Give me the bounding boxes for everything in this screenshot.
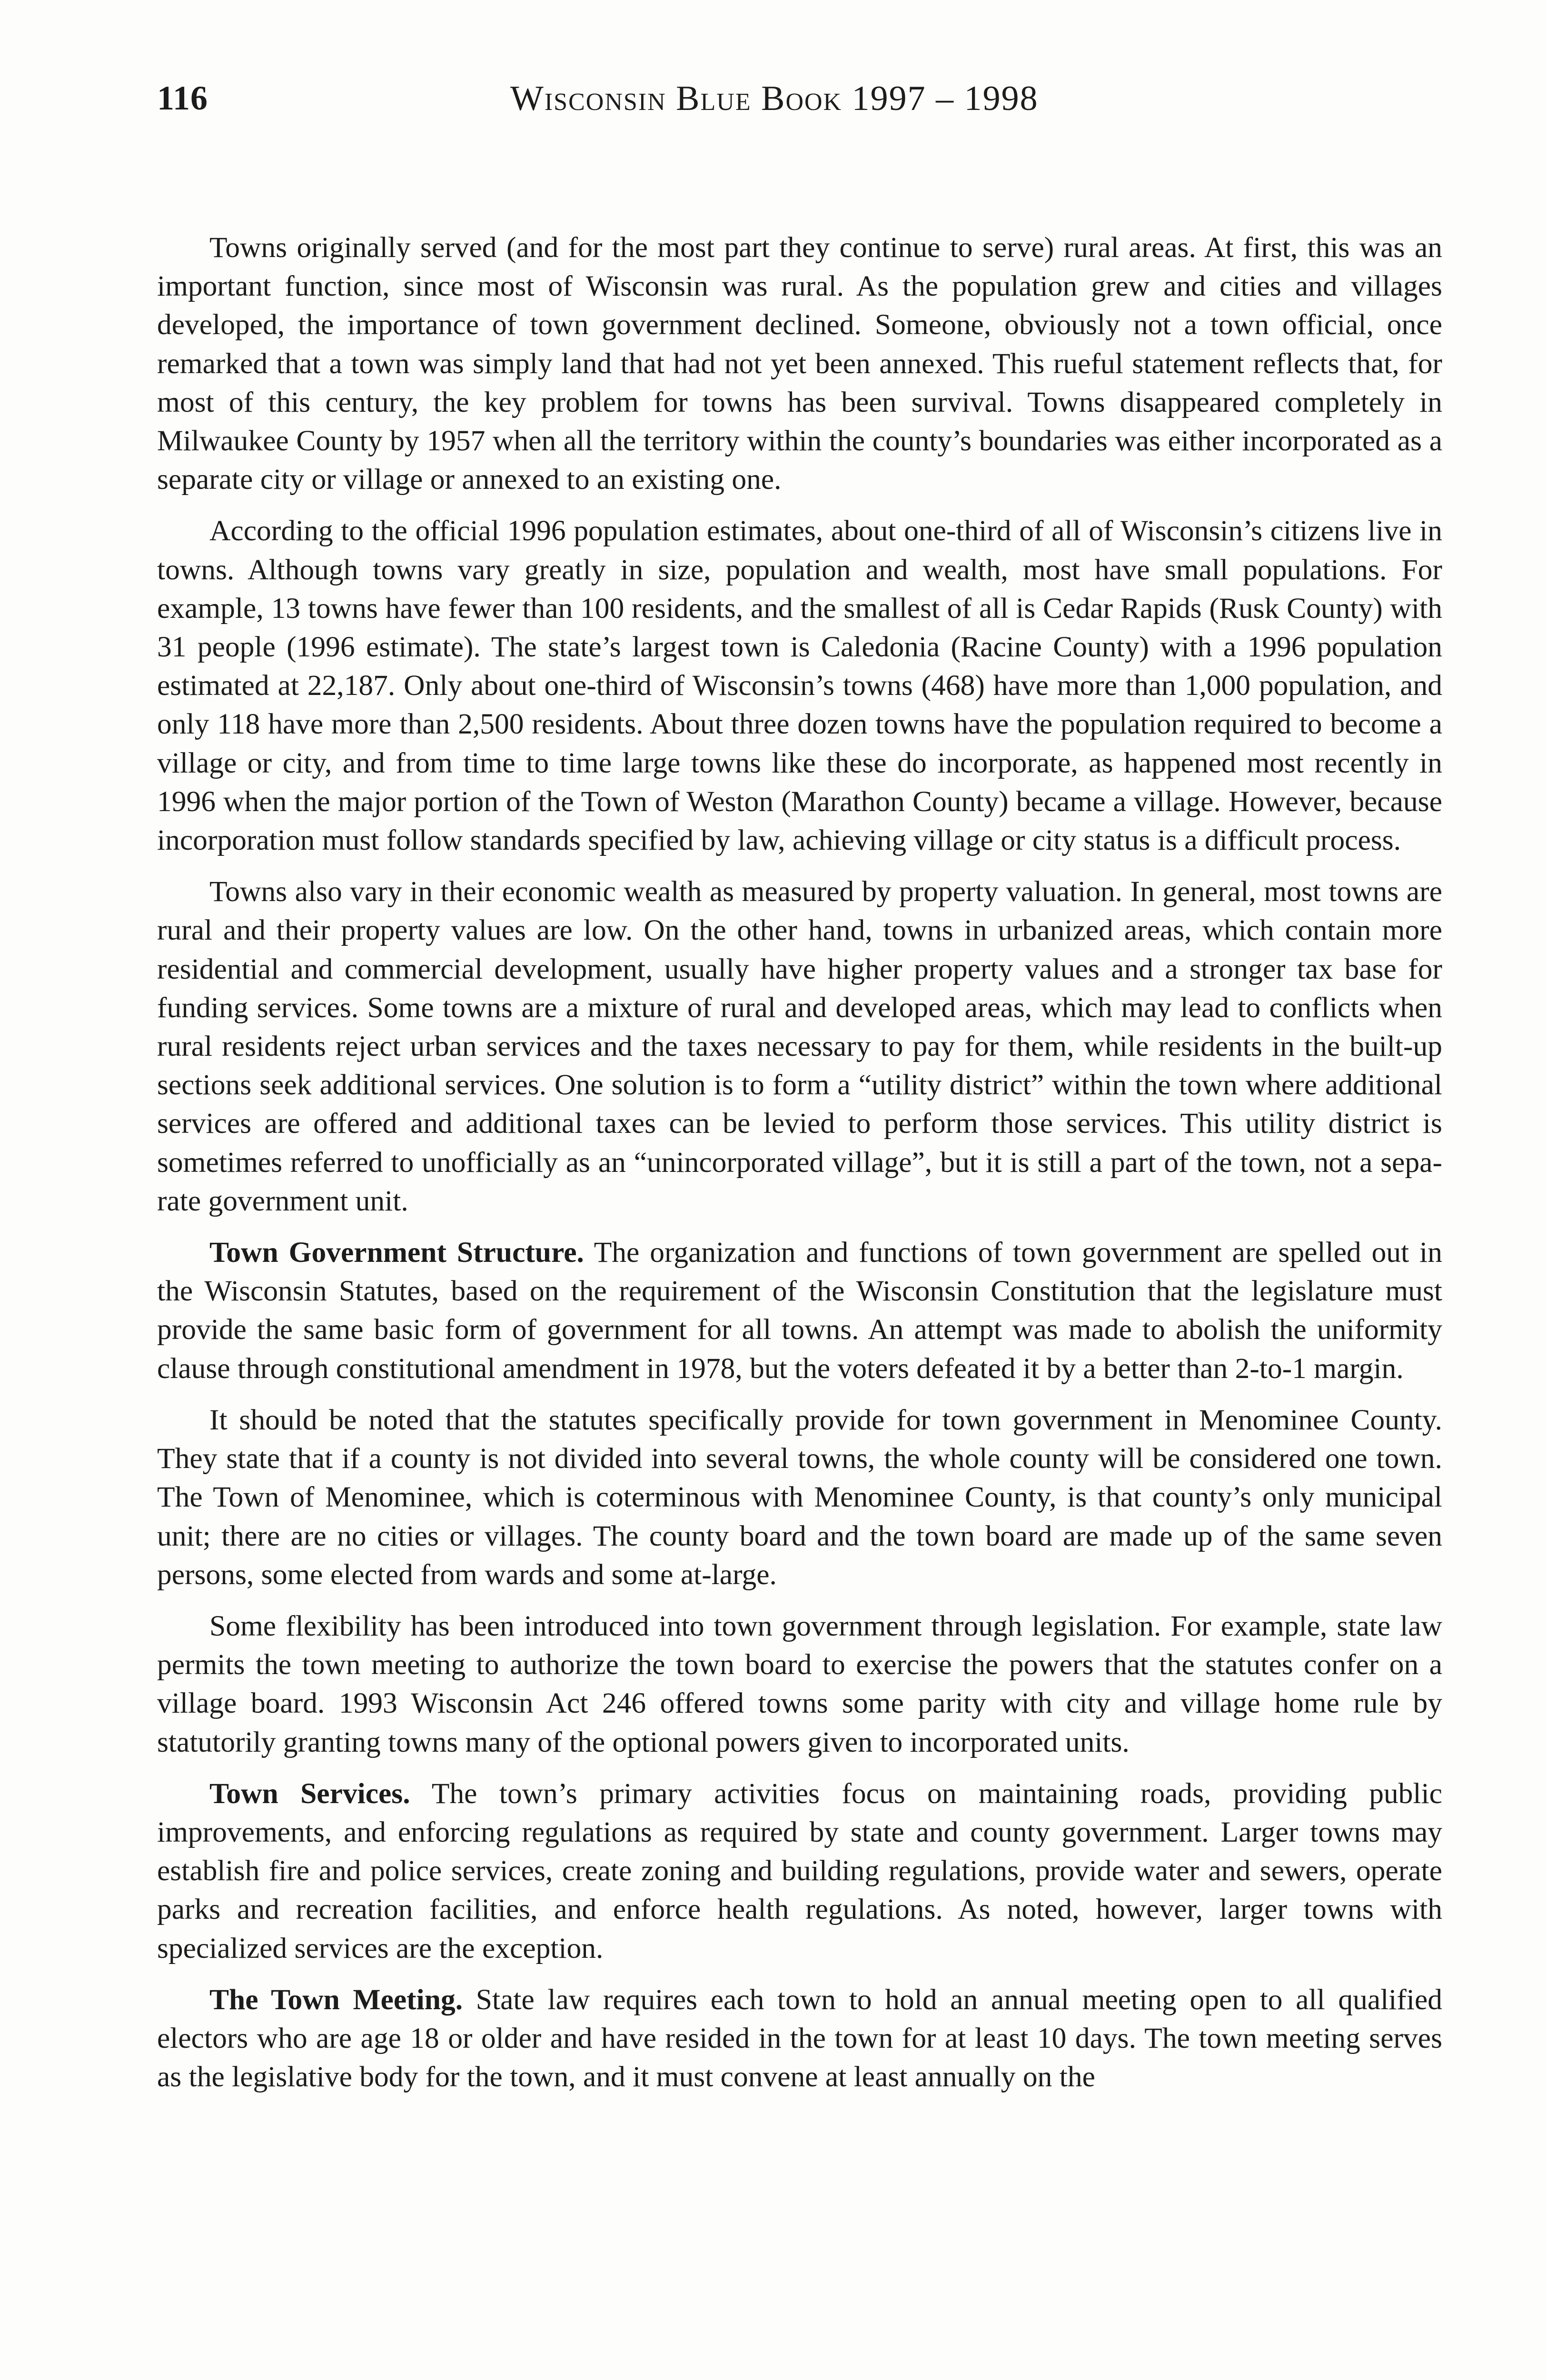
paragraph-text: Towns also vary in their economic wealth as measured by property valuation. In general, most towns are rural and their property values are low. On the other hand, towns in urbanized areas, which contain more residential and commercial development, usually have higher property values and a stronger tax base for funding services. Some towns are a mixture of rural and developed areas, which may lead to conflicts when rural residents reject urban services and the taxes necessary to pay for them, while residents in the built-up sections seek additional services. One solution is to form a “utility district” within the town where additional services are offered and additional taxes can be levied to perform those services. This utility district is sometimes referred to unofficially as an “unincorporated village”, but it is still a part of the town, not a separate government unit. (157, 875, 1442, 1217)
paragraph-flexibility (157, 1607, 1442, 1762)
section-heading: Town Government Structure. (209, 1236, 584, 1269)
paragraph-text: State law requires each town to hold an annual meeting open to all qualified electors who are age 18 or older and have resided in the town for at least 10 days. The town meeting serves as the legislative body for the town, and it must convene at least annually on the (157, 1983, 1443, 2093)
paragraph-text: The town’s primary activities focus on maintaining roads, providing public improvements, and enforcing regulations as required by state and county government. Larger towns may establish fire and police services, create zoning and building regulations, provide water and sewers, operate parks and recreation facilities, and enforce health regulations. As noted, however, larger towns with specialized services are the exception. (157, 1777, 1443, 1964)
paragraph-menominee (157, 1401, 1442, 1594)
paragraph-text: The organization and functions of town government are spelled out in the Wisconsin Statutes, based on the requirement of the Wisconsin Constitution that the legislature must provide the same basic form of government for all towns. An attempt was made to abolish the uniformity clause through constitutional amendment in 1978, but the voters defeated it by a better than 2-to-1 margin. (157, 1236, 1442, 1385)
paragraph-economic-wealth (157, 873, 1442, 1220)
paragraph-population (157, 512, 1442, 860)
body-text (157, 228, 1442, 2109)
paragraph-town-meeting (157, 1981, 1442, 2097)
paragraph-text: Some flexibility has been introduced into town government through legislation. For example, state law permits the town meeting to authorize the town board to exercise the powers that the statutes confer on a village board. 1993 Wisconsin Act 246 offered towns some parity with city and village home rule by statutorily granting towns many of the optional powers given to incorporated units. (157, 1609, 1442, 1758)
paragraph-text: It should be noted that the statutes specifically provide for town government in Menominee County. They state that if a county is not divided into several towns, the whole county will be considered one town. The Town of Menominee, which is coterminous with Menominee County, is that county’s only municipal unit; there are no cities or villages. The county board and the town board are made up of the same seven persons, some elected from wards and some at-large. (157, 1403, 1442, 1591)
section-heading: The Town Meeting. (209, 1983, 463, 2016)
paragraph-text: According to the official 1996 population estimates, about one-third of all of Wisconsin’s citizens live in towns. Although towns vary greatly in size, population and wealth, most have small populations. For example, 13 towns have fewer than 100 residents, and the smallest of all is Cedar Rapids (Rusk County) with 31 people (1996 estimate). The state’s largest town is Caledonia (Racine County) with a 1996 population estimated at 22,187. Only about one-third of Wisconsin’s towns (468) have more than 1,000 population, and only 118 have more than 2,500 residents. About three dozen towns have the population required to become a village or city, and from time to time large towns like these do incorporate, as happened most recently in 1996 when the major portion of the Town of Weston (Marathon County) became a village. However, because incorporation must follow standards specified by law, achieving village or city status is a difficult process. (157, 515, 1442, 857)
page-number: 116 (157, 79, 208, 117)
paragraph-government-structure (157, 1233, 1442, 1388)
section-heading: Town Services. (209, 1777, 410, 1810)
paragraph-towns-origin (157, 228, 1442, 499)
paragraph-text: Towns originally served (and for the most part they continue to serve) rural areas. At first, this was an important function, since most of Wisconsin was rural. As the population grew and cities and villages developed, the importance of town government declined. Someone, obviously not a town official, once remarked that a town was simply land that had not yet been annexed. This rueful statement reflects that, for most of this century, the key problem for towns has been survival. Towns disappeared completely in Milwaukee County by 1957 when all the territory within the county’s boundaries was either incorporated as a separate city or village or annexed to an existing one. (157, 231, 1442, 496)
running-head: Wisconsin Blue Book 1997 – 1998 (510, 79, 1039, 118)
page-header (157, 79, 1442, 131)
paragraph-town-services (157, 1775, 1442, 1968)
